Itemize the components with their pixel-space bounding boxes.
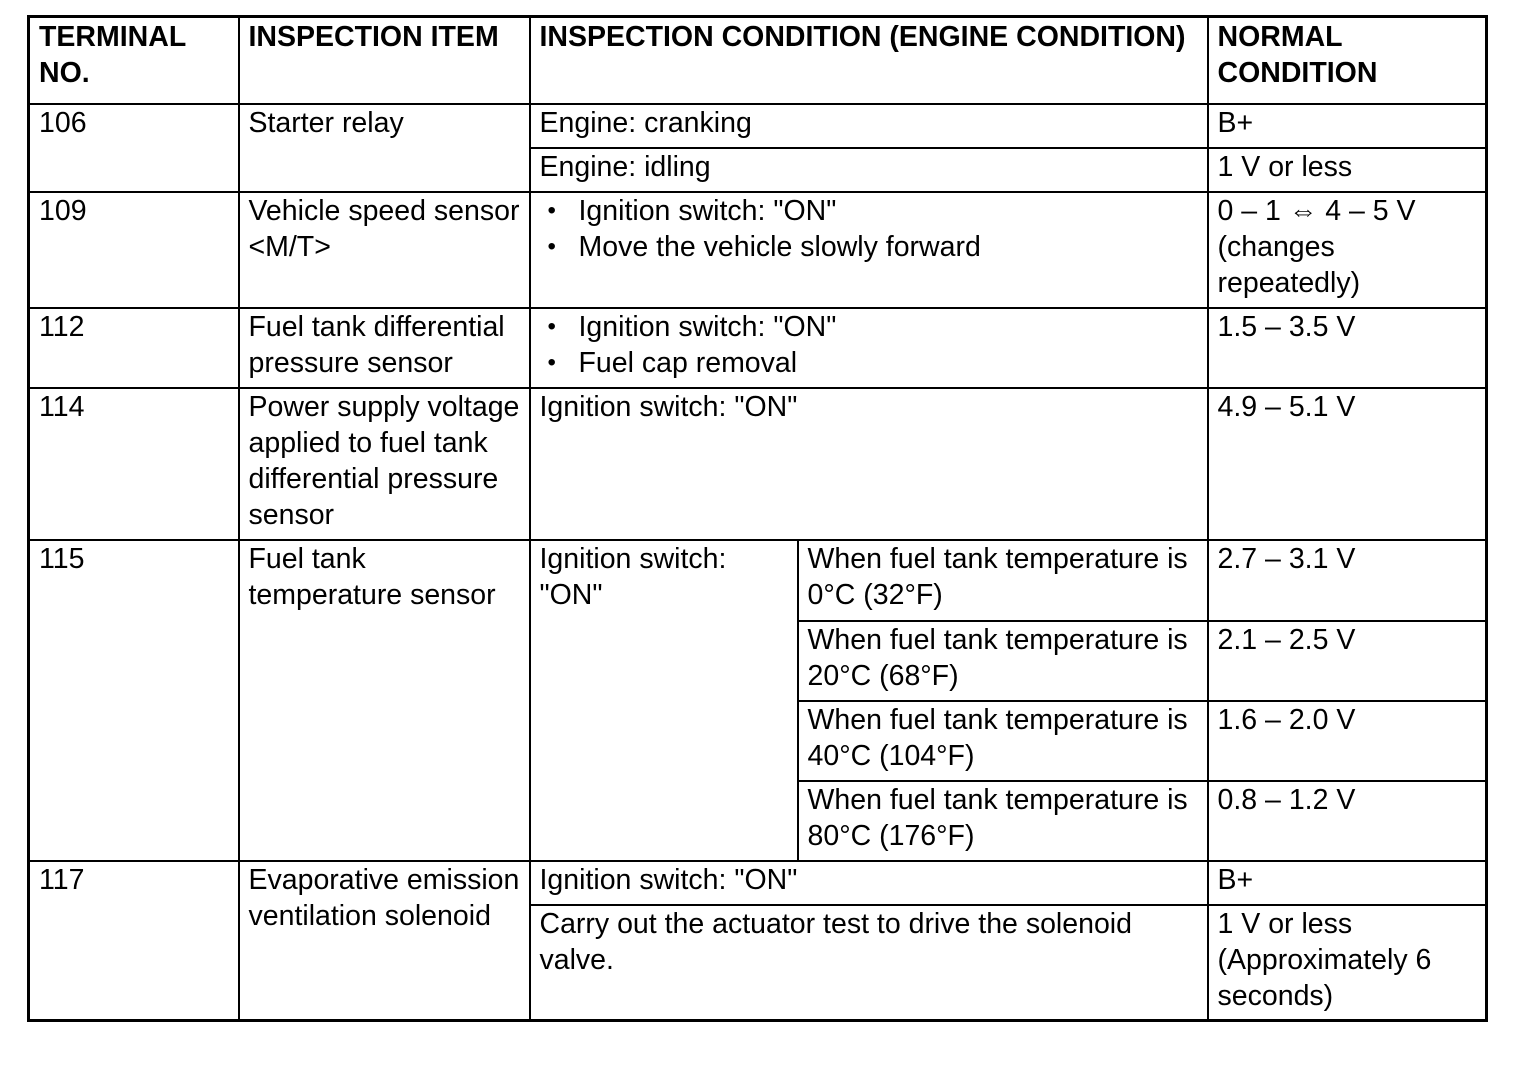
condition-cell: Engine: idling <box>530 148 1208 192</box>
terminal-cell: 114 <box>29 388 239 540</box>
condition-bullet-list <box>540 309 1199 381</box>
table-row <box>29 540 1487 621</box>
normal-cell: 1 V or less <box>1208 148 1487 192</box>
normal-cell: 1.6 – 2.0 V <box>1208 701 1487 781</box>
header-inspection-item: INSPECTION ITEM <box>239 17 530 105</box>
normal-cell: B+ <box>1208 104 1487 148</box>
normal-cell: 2.7 – 3.1 V <box>1208 540 1487 621</box>
sub-condition-cell: When fuel tank temperature is 80°C (176°F) <box>798 781 1208 861</box>
table-row <box>29 192 1487 308</box>
table-row <box>29 308 1487 388</box>
inspection-item-cell: Starter relay <box>239 104 530 192</box>
normal-cell: B+ <box>1208 861 1487 905</box>
inspection-table <box>27 15 1488 1022</box>
inspection-item-cell: Vehicle speed sensor <M/T> <box>239 192 530 308</box>
condition-cell: Ignition switch: "ON" <box>530 388 1208 540</box>
table-row <box>29 861 1487 905</box>
condition-bullet: • Move the vehicle slowly forward <box>540 229 1199 265</box>
normal-cell: 1.5 – 3.5 V <box>1208 308 1487 388</box>
condition-cell <box>530 308 1208 388</box>
condition-cell <box>530 192 1208 308</box>
terminal-cell: 109 <box>29 192 239 308</box>
condition-cell: Ignition switch: "ON" <box>530 540 798 861</box>
header-row <box>29 17 1487 105</box>
inspection-item-cell: Evaporative emission ventilation solenoid <box>239 861 530 1020</box>
normal-cell: 2.1 – 2.5 V <box>1208 621 1487 701</box>
header-terminal: TERMINAL NO. <box>29 17 239 105</box>
sub-condition-cell: When fuel tank temperature is 0°C (32°F) <box>798 540 1208 621</box>
inspection-item-cell: Power supply voltage applied to fuel tank differential pressure sensor <box>239 388 530 540</box>
terminal-cell: 117 <box>29 861 239 1020</box>
condition-cell: Engine: cranking <box>530 104 1208 148</box>
condition-bullet-list <box>540 193 1199 265</box>
table-row <box>29 104 1487 148</box>
condition-bullet: • Ignition switch: "ON" <box>540 193 1199 229</box>
normal-cell: 1 V or less (Approximately 6 seconds) <box>1208 905 1487 1020</box>
sub-condition-cell: When fuel tank temperature is 20°C (68°F) <box>798 621 1208 701</box>
inspection-item-cell: Fuel tank temperature sensor <box>239 540 530 861</box>
sub-condition-cell: When fuel tank temperature is 40°C (104°F) <box>798 701 1208 781</box>
normal-cell: 4.9 – 5.1 V <box>1208 388 1487 540</box>
terminal-cell: 106 <box>29 104 239 192</box>
condition-cell: Ignition switch: "ON" <box>530 861 1208 905</box>
terminal-cell: 115 <box>29 540 239 861</box>
inspection-item-cell: Fuel tank differential pressure sensor <box>239 308 530 388</box>
table-row <box>29 388 1487 540</box>
condition-bullet: • Fuel cap removal <box>540 345 1199 381</box>
header-inspection-condition: INSPECTION CONDITION (ENGINE CONDITION) <box>530 17 1208 105</box>
normal-cell: 0.8 – 1.2 V <box>1208 781 1487 861</box>
terminal-cell: 112 <box>29 308 239 388</box>
condition-cell: Carry out the actuator test to drive the solenoid valve. <box>530 905 1208 1020</box>
normal-cell: 0 – 1 ⇔ 4 – 5 V (changes repeatedly) <box>1208 192 1487 308</box>
header-normal-condition: NORMAL CONDITION <box>1208 17 1487 105</box>
condition-bullet: • Ignition switch: "ON" <box>540 309 1199 345</box>
